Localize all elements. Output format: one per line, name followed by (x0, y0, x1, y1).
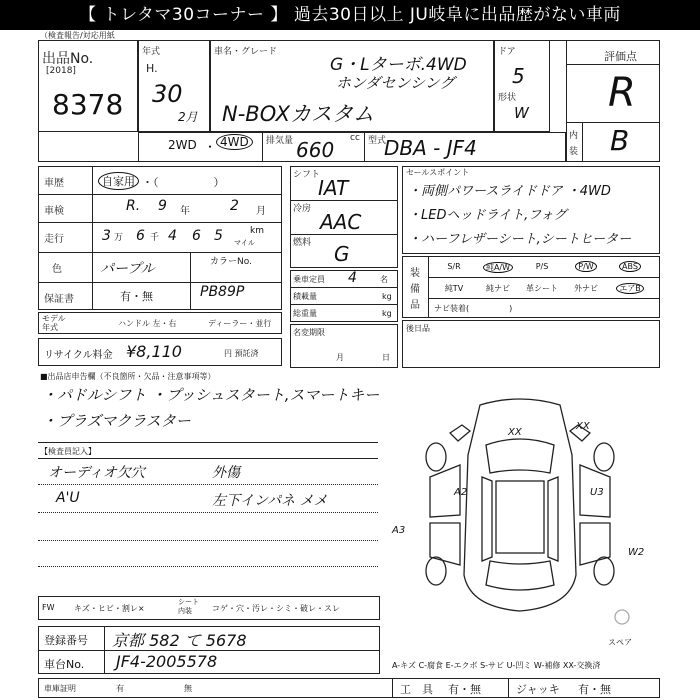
declaration-line-2: ・プラズマクラスター (42, 412, 191, 430)
inspector-label: 【検査員記入】 (40, 447, 96, 456)
model-grade: G・Lターボ.4WD (330, 55, 467, 75)
history-label: 車歴 (44, 178, 64, 189)
mileage-d3: 4 (168, 228, 177, 244)
dealer-options: ディーラー・並行 (208, 319, 272, 328)
posthoc-label: 後日品 (406, 324, 430, 333)
selling-point-1: ・両側パワースライドドア ・4WD (408, 184, 611, 199)
history-rest: ・（ ） (142, 176, 225, 189)
color-value: パープル (100, 261, 155, 277)
doors-label: ドア (498, 47, 516, 57)
declaration-label: ■出品店申告欄（不良箇所・欠品・注意事項等） (40, 372, 216, 381)
mileage-unit: km (250, 226, 264, 236)
navi-installed: ナビ装着( ) (434, 304, 513, 313)
mark-xx-right: XX (576, 421, 590, 432)
ac-label: 冷房 (293, 204, 312, 214)
ac-value: AAC (320, 210, 362, 234)
equipment-option-r2-1: 純ナビ (486, 284, 510, 293)
capacity-label: 乗車定員 (293, 275, 325, 284)
inspector-right-2: 左下インパネ メメ (212, 493, 328, 509)
handle-options: ハンドル 左・右 (118, 319, 177, 328)
mileage-d5: 5 (214, 228, 223, 244)
type-value: DBA - JF4 (384, 136, 477, 160)
model-grade2: ホンダセンシング (336, 74, 455, 92)
shape-value: W (514, 104, 529, 122)
model-format-label2: 年式 (42, 323, 58, 332)
year-label: 年式 (142, 47, 161, 57)
tools-value: 有・無 (448, 683, 481, 696)
mileage-u1: 万 (114, 233, 124, 243)
cert-opt1: 有 (116, 684, 124, 693)
doors-value: 5 (512, 64, 525, 88)
lot-label: 出品No. (42, 51, 94, 67)
inspection-era: R. (126, 198, 141, 214)
mark-u3: U3 (590, 487, 604, 498)
inspection-month-unit: 月 (256, 206, 266, 217)
fw-options: キズ・ヒビ・割レ× (74, 604, 145, 613)
inspection-year: 9 (158, 198, 167, 214)
weight-unit: kg (382, 309, 392, 318)
recycle-value: ¥8,110 (126, 342, 182, 361)
equipment-option-r2-4: エアB (612, 283, 648, 294)
warranty-label: 保証書 (44, 294, 74, 305)
color-code-label: カラーNo. (210, 257, 252, 267)
spare-label: スペア (608, 638, 632, 647)
mileage-label: 走行 (44, 234, 64, 245)
registration-label: 登録番号 (44, 634, 88, 647)
inspector-left-1: オーディオ欠穴 (48, 465, 145, 481)
equipment-option-r1-2: P/S (535, 262, 549, 271)
model-name: N-BOXカスタム (222, 102, 375, 126)
shift-value: IAT (318, 176, 349, 200)
selling-point-2: ・LEDヘッドライト,フォグ (408, 208, 567, 223)
registration-value: 京都 582 て 5678 (112, 631, 247, 650)
history-selected: 自家用 (98, 172, 139, 190)
shift-label: シフト (293, 170, 321, 180)
chassis-label: 車台No. (44, 658, 85, 671)
interior-label1: 内 (569, 131, 579, 141)
jack-value: 有・無 (578, 683, 611, 696)
capacity-value: 4 (348, 270, 357, 286)
equipment-option-r1-3: P/W (568, 262, 604, 271)
displacement-value: 660 (296, 138, 335, 162)
equipment-option-r2-3: 外ナビ (574, 284, 598, 293)
type-label: 型式 (368, 136, 387, 146)
drive-opt1: 2WD (168, 138, 197, 152)
model-label: 車名・グレード (214, 47, 278, 57)
bottom-row (38, 678, 660, 698)
displacement-unit: cc (350, 133, 360, 143)
load-label: 積載量 (293, 292, 317, 301)
mileage-d1: 3 (102, 228, 111, 244)
load-unit: kg (382, 292, 392, 301)
color-label: 色 (52, 264, 62, 275)
inspector-right-1: 外傷 (212, 465, 240, 481)
cert-label: 車庫証明 (44, 684, 76, 693)
equipment-option-r2-0: 純TV (444, 284, 464, 293)
mark-a2: A2 (454, 487, 468, 498)
equipment-label1: 装 (410, 268, 420, 279)
year-value: 30 (152, 80, 183, 108)
header-note: （検査報告/対応用紙 (40, 31, 115, 40)
color-code: PB89P (200, 284, 245, 300)
mileage-u2: 千 (150, 233, 160, 243)
rating-label: 評価点 (604, 50, 637, 63)
model-format-label1: モデル (42, 314, 66, 323)
lot-number: 8378 (52, 88, 124, 121)
interior-value: B (610, 124, 630, 157)
weight-label: 総重量 (293, 309, 317, 318)
inspector-left-2: A'U (56, 490, 80, 506)
car-diagram (392, 385, 645, 625)
seat-label: シート内装 (178, 598, 199, 615)
capacity-unit: 名 (380, 275, 388, 284)
posthoc-box (402, 320, 660, 368)
equipment-option-r1-1: 純A/W (480, 262, 516, 273)
mark-w2: W2 (628, 547, 645, 558)
tools-label: 工 具 (400, 683, 433, 696)
selling-point-3: ・ハーフレザーシート,シートヒーター (408, 232, 632, 247)
name-change-unit: 月 (336, 353, 344, 362)
selling-points-label: セールスポイント (406, 168, 470, 177)
recycle-label: リサイクル料金 (44, 350, 113, 361)
equipment-option-r2-2: 革シート (526, 284, 558, 293)
lot-year-tag: [2018] (46, 66, 76, 76)
equipment-label2: 備 (410, 284, 420, 295)
mileage-d4: 6 (192, 228, 201, 244)
equipment-option-r1-4: ABS (612, 262, 648, 271)
drive-opt2: 4WD (216, 134, 253, 150)
banner-title: 【 トレタマ30コーナー 】 過去30日以上 JU岐阜に出品歴がない車両 (0, 0, 700, 30)
fuel-value: G (334, 242, 350, 266)
mark-a3: A3 (392, 525, 406, 536)
mileage-unit2: マイル (234, 239, 255, 247)
name-change-unit2: 日 (382, 353, 390, 362)
seat-options: コゲ・穴・汚レ・シミ・破レ・スレ (212, 604, 340, 613)
rating-value: R (608, 70, 636, 116)
fw-label: FW (42, 603, 55, 612)
inspection-year-unit: 年 (180, 206, 190, 217)
fuel-label: 燃料 (293, 238, 312, 248)
mark-xx-front: XX (508, 427, 522, 438)
recycle-suffix: 円 預託済 (224, 349, 259, 358)
shape-label: 形状 (498, 93, 517, 103)
name-change-label: 名変期限 (293, 328, 325, 337)
warranty-value: 有・無 (120, 290, 153, 303)
jack-label: ジャッキ (516, 683, 560, 696)
drive-sep: ・ (204, 140, 217, 154)
declaration-line-1: ・パドルシフト ・プッシュスタート,スマートキー (42, 386, 380, 404)
inspection-month: 2 (230, 198, 239, 214)
cert-opt2: 無 (184, 684, 192, 693)
interior-label2: 装 (569, 147, 579, 157)
chassis-value: JF4-2005578 (116, 652, 218, 671)
equipment-option-r1-0: S/R (447, 262, 461, 271)
inspection-label: 車検 (44, 206, 64, 217)
year-era: H. (146, 62, 158, 75)
displacement-label: 排気量 (266, 136, 294, 146)
year-month: 2月 (178, 110, 198, 124)
mileage-d2: 6 (136, 228, 145, 244)
legend: A-キズ C-腐食 E-エクボ S-サビ U-凹ミ W-補修 XX-交換済 (392, 661, 601, 670)
equipment-label3: 品 (410, 300, 420, 311)
